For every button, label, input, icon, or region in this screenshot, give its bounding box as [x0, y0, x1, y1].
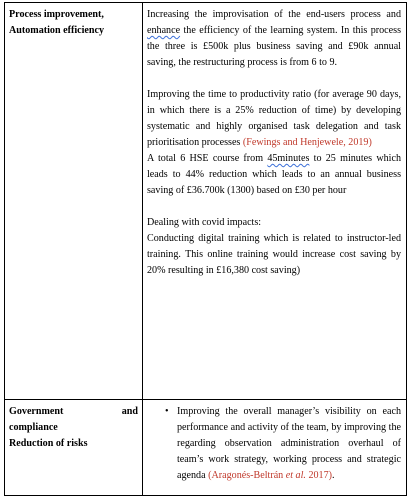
- bullet-text: Improving the overall manager’s visibility on each performance and activity of the team, by improving the regarding observation administration overhaul of team’s work strategy, working process and strategic agenda: [177, 406, 401, 481]
- paragraph-text: Increasing the improvisation of the end-users process and: [147, 9, 401, 20]
- paragraph-hse-course: [147, 151, 401, 199]
- row-2-label-line-3: Reduction of risks: [9, 438, 88, 449]
- paragraph-text: to 25 minutes which leads to 44% reduction which leads to an annual business saving of £36.700k (1300) based on £30 per hour: [147, 153, 401, 196]
- bullet-icon: •: [165, 406, 169, 417]
- paragraph-digital-training: Conducting digital training which is related to instructor-led training. This online training would increase cost saving by 20% resulting in £16,380 cost saving): [147, 233, 401, 276]
- row-2-content-cell: [143, 400, 407, 496]
- row-1-label-line-1: Process improvement,: [9, 9, 104, 20]
- citation: [208, 470, 332, 481]
- citation-text: 2017): [305, 470, 333, 481]
- paragraph-covid-heading: Dealing with covid impacts:: [147, 217, 262, 228]
- label-word: and: [121, 406, 138, 417]
- table-row: [5, 400, 407, 496]
- paragraph-text: A total 6 HSE course from: [147, 153, 268, 164]
- row-1-label: [5, 3, 142, 39]
- paragraph-text: Improving the time to productivity ratio (for average 90 days, in which there is a 25% reduction of time) by developing systematic and highly organised task delegation and task prioritisation processes: [147, 89, 401, 148]
- row-1-label-cell: [5, 3, 143, 400]
- blank-line: [147, 199, 401, 215]
- bullet-item: [147, 404, 401, 484]
- row-1-content-cell: [143, 3, 407, 400]
- spellcheck-word: enhance: [147, 25, 181, 36]
- row-2-label: [5, 400, 142, 452]
- row-2-label-line-1: [9, 404, 138, 420]
- citation: (Fewings and Henjewele, 2019): [242, 137, 372, 148]
- spellcheck-word: 45minutes: [267, 153, 310, 164]
- table-row: [5, 3, 407, 400]
- row-2-label-cell: [5, 400, 143, 496]
- citation-text: (Aragonés-Beltrán: [208, 470, 286, 481]
- paragraph-text: the efficiency of the learning system. In this process the three is £500k plus business saving and £90k annual saving, the restructuring process is from 6 to 9.: [147, 25, 401, 68]
- row-1-content: [143, 3, 406, 279]
- document-table: [4, 2, 407, 496]
- row-2-content: [143, 400, 406, 484]
- row-2-label-line-2: compliance: [9, 422, 58, 433]
- row-1-label-line-2: Automation efficiency: [9, 25, 105, 36]
- label-word: Government: [9, 406, 64, 417]
- blank-line: [147, 71, 401, 87]
- paragraph-improvisation: [147, 7, 401, 71]
- citation-etal: et al.: [285, 470, 306, 481]
- bullet-text-end: .: [332, 470, 335, 481]
- paragraph-productivity: [147, 87, 401, 151]
